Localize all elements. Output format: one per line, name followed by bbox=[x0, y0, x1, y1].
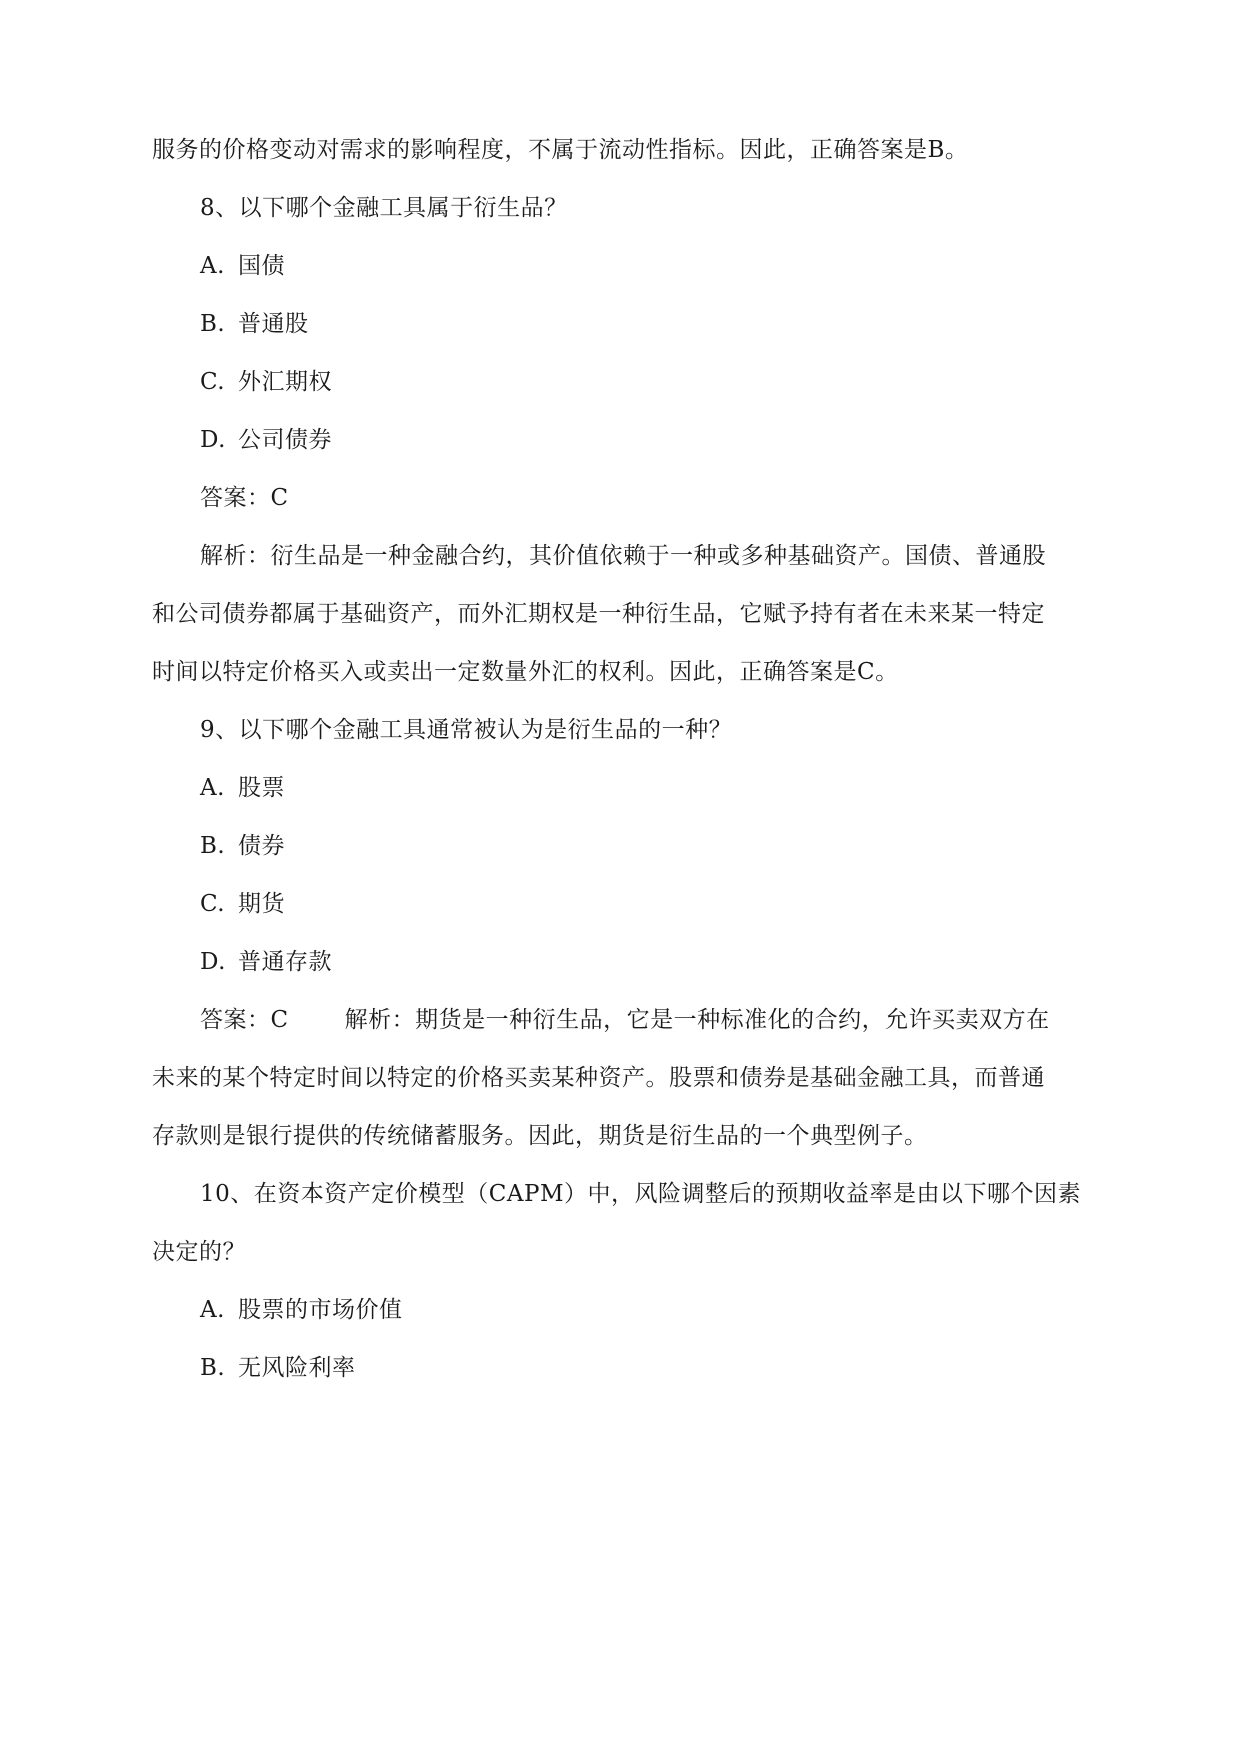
option-letter: A. bbox=[200, 775, 225, 801]
q8-explanation-line-1: 解析：衍生品是一种金融合约，其价值依赖于一种或多种基础资产。国债、普通股 bbox=[200, 543, 1046, 569]
q9-answer: 答案：C bbox=[200, 1007, 289, 1033]
q8-option-d bbox=[200, 425, 1140, 455]
option-letter: C. bbox=[200, 891, 226, 917]
option-text: 股票的市场价值 bbox=[238, 1297, 403, 1323]
option-text: 国债 bbox=[238, 253, 285, 279]
q8-option-c bbox=[200, 367, 1140, 397]
question-10-line-1: 10、在资本资产定价模型（CAPM）中，风险调整后的预期收益率是由以下哪个因素 bbox=[200, 1181, 1082, 1207]
q10-option-b bbox=[200, 1353, 1140, 1383]
option-text: 期货 bbox=[238, 891, 285, 917]
option-letter: D. bbox=[200, 427, 226, 453]
q9-option-c bbox=[200, 889, 1140, 919]
q8-explanation-line-2: 和公司债券都属于基础资产，而外汇期权是一种衍生品，它赋予持有者在未来某一特定 bbox=[152, 601, 1045, 627]
option-text: 公司债券 bbox=[238, 427, 332, 453]
q9-option-b bbox=[200, 831, 1140, 861]
option-text: 外汇期权 bbox=[238, 369, 332, 395]
option-text: 普通存款 bbox=[238, 949, 332, 975]
option-letter: B. bbox=[200, 1355, 226, 1381]
q8-option-a bbox=[200, 251, 1140, 281]
option-text: 普通股 bbox=[238, 311, 309, 337]
option-letter: D. bbox=[200, 949, 226, 975]
option-text: 股票 bbox=[238, 775, 285, 801]
option-letter: A. bbox=[200, 253, 225, 279]
question-8: 8、以下哪个金融工具属于衍生品？ bbox=[200, 195, 568, 221]
q9-option-d bbox=[200, 947, 1140, 977]
q9-explanation-line-1: 解析：期货是一种衍生品，它是一种标准化的合约，允许买卖双方在 bbox=[344, 1007, 1050, 1033]
q9-answer-and-explanation bbox=[200, 1005, 1140, 1035]
question-9: 9、以下哪个金融工具通常被认为是衍生品的一种？ bbox=[200, 717, 733, 743]
option-letter: B. bbox=[200, 311, 226, 337]
q10-option-a bbox=[200, 1295, 1140, 1325]
option-letter: C. bbox=[200, 369, 226, 395]
option-letter: B. bbox=[200, 833, 226, 859]
q8-answer: 答案：C bbox=[200, 485, 289, 511]
q9-explanation-line-3: 存款则是银行提供的传统储蓄服务。因此，期货是衍生品的一个典型例子。 bbox=[152, 1123, 928, 1149]
question-10-line-2: 决定的？ bbox=[152, 1239, 246, 1265]
q8-option-b bbox=[200, 309, 1140, 339]
q9-explanation-line-2: 未来的某个特定时间以特定的价格买卖某种资产。股票和债券是基础金融工具，而普通 bbox=[152, 1065, 1045, 1091]
option-text: 债券 bbox=[238, 833, 285, 859]
q9-option-a bbox=[200, 773, 1140, 803]
option-letter: A. bbox=[200, 1297, 225, 1323]
q8-explanation-line-3: 时间以特定价格买入或卖出一定数量外汇的权利。因此，正确答案是C。 bbox=[152, 659, 899, 685]
option-text: 无风险利率 bbox=[238, 1355, 356, 1381]
previous-explanation-tail: 服务的价格变动对需求的影响程度，不属于流动性指标。因此，正确答案是B。 bbox=[152, 137, 969, 163]
